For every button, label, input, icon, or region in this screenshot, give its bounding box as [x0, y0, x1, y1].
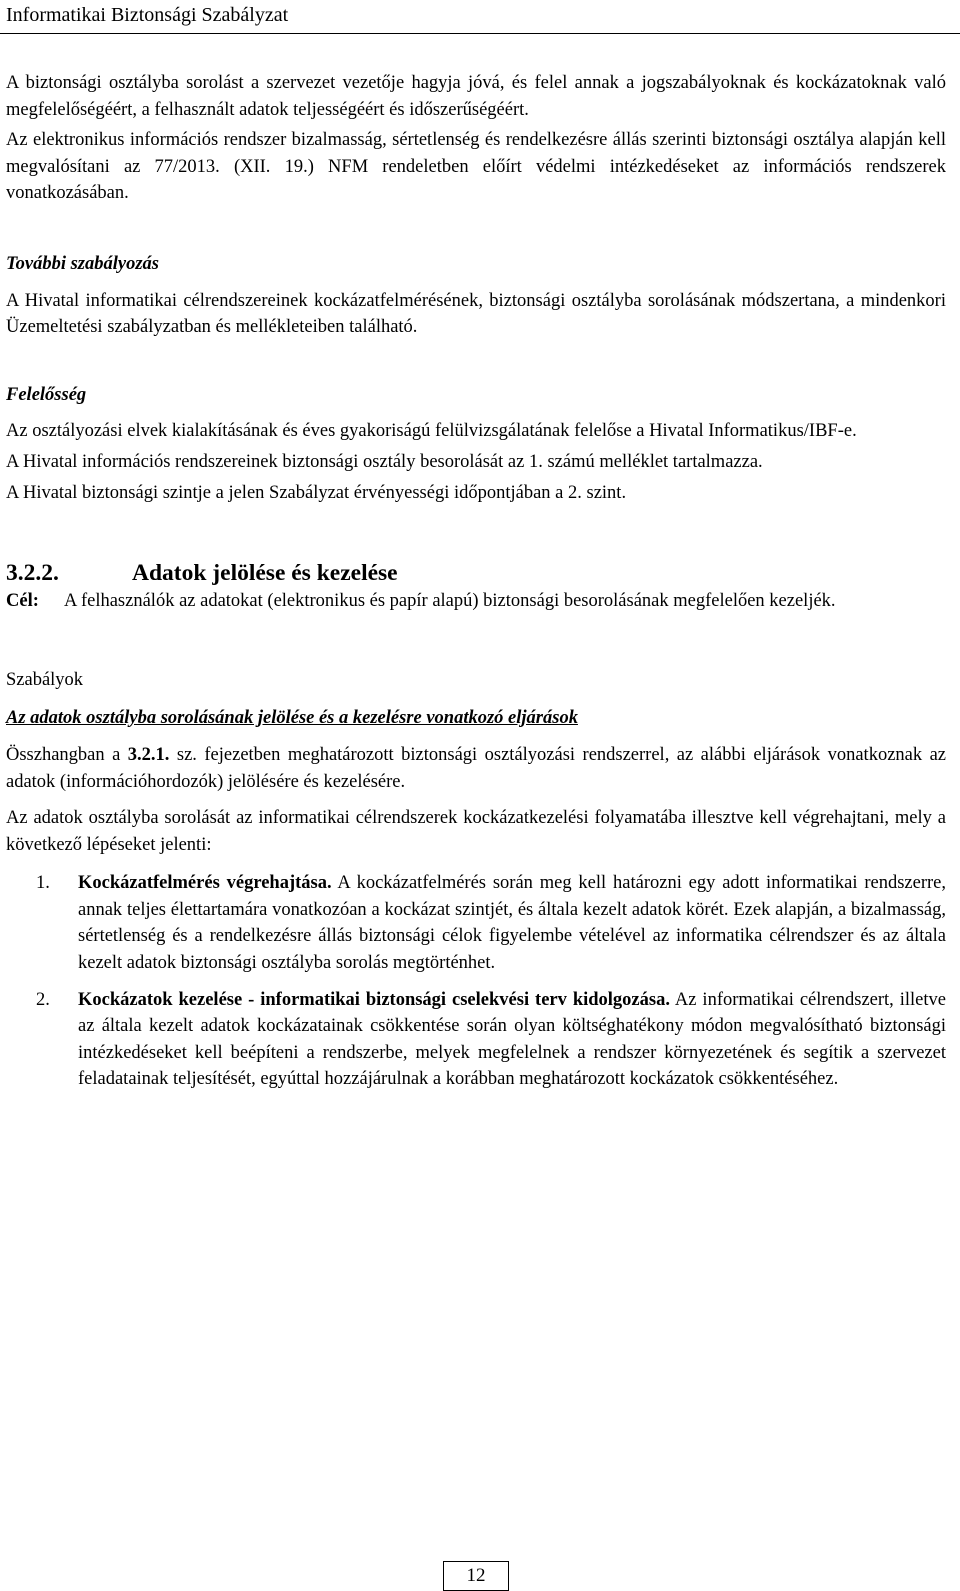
list-item-bold: Kockázatok kezelése - informatikai biztonsági cselekvési terv kidolgozása. — [78, 989, 670, 1010]
paragraph-process: Az adatok osztályba sorolását az informatikai célrendszerek kockázatkezelési folyamatába illesztve kell végrehajtani, mely a következő lépéseket jelenti: — [6, 808, 946, 855]
goal-label: Cél: — [6, 591, 39, 612]
paragraph-felelosseg-3: A Hivatal biztonsági szintje a jelen Szabályzat érvényességi időpontjában a 2. szint. — [6, 482, 627, 503]
list-item-text — [78, 870, 946, 976]
heading-szabalyok: Szabályok — [6, 669, 84, 690]
list-item-body: A kockázatfelmérés során meg kell határozni egy adott informatikai rendszerre, annak teljes élettartamára vonatkozóan a kockázat szintjét, és általa kezelt adatok körét. Ezek alapján, a bizalmasság, sértetlenség és a rendelkezésre állás biztonsági célok figyelembe vételével az informatika célrendszer és az általa kezelt adatok biztonsági osztályba sorolás megtörténhet. — [78, 873, 946, 974]
list-item-bold: Kockázatfelmérés végrehajtása. — [78, 873, 332, 894]
heading-felelosseg: Felelősség — [6, 384, 87, 405]
section-number: 3.2.2. — [6, 560, 59, 587]
paragraph-security-class: Az elektronikus információs rendszer bizalmasság, sértetlenség és rendelkezésre állás szerinti biztonsági osztálya alapján kell megvalósítani az 77/2013. (XII. 19.) NFM rendeletben előírt védelmi intézkedéseket az információs rendszerek vonatkozásában. — [6, 130, 946, 204]
list-item — [6, 987, 946, 1093]
steps-list — [6, 870, 946, 1093]
list-item-number: 2. — [36, 989, 50, 1010]
paragraph-tovabbi: A Hivatal informatikai célrendszereinek kockázatfelmérésének, biztonsági osztályba sorolásának módszertana, a mindenkori Üzemeltetési szabályzatban és mellékleteiben található. — [6, 290, 946, 338]
heading-tovabbi: További szabályozás — [6, 253, 159, 274]
section-title — [6, 558, 946, 588]
intro-reference: 3.2.1. — [127, 744, 170, 765]
header-rule — [0, 33, 960, 34]
paragraph-intro — [6, 742, 946, 795]
intro-text-before: Összhangban a — [6, 744, 128, 765]
intro-text-after: sz. fejezetben meghatározott biztonsági osztályozási rendszerrel, az alábbi eljárások vonatkoznak az adatok (információhordozók) jelölésére és kezelésére. — [6, 744, 947, 792]
goal-block — [6, 588, 946, 615]
paragraph-felelosseg-1: Az osztályozási elvek kialakításának és éves gyakoriságú felülvizsgálatának felelőse a Hivatal Informatikus/IBF-e. — [6, 421, 857, 442]
page-number-box — [443, 1561, 509, 1591]
running-header: Informatikai Biztonsági Szabályzat — [6, 4, 289, 26]
list-item — [6, 870, 946, 976]
page-content — [6, 70, 946, 1093]
section-title-text: Adatok jelölése és kezelése — [132, 560, 398, 587]
page-number: 12 — [466, 1565, 486, 1586]
subheading-eljarasok: Az adatok osztályba sorolásának jelölése és a kezelésre vonatkozó eljárások — [6, 708, 578, 729]
paragraph-approval: A biztonsági osztályba sorolást a szervezet vezetője hagyja jóvá, és felel annak a jogszabályoknak és kockázatoknak való megfelelőségéért, a felhasznált adatok teljességéért és időszerűségéért. — [6, 73, 946, 120]
goal-text: A felhasználók az adatokat (elektronikus és papír alapú) biztonsági besorolásának megfelelően kezeljék. — [64, 591, 836, 612]
paragraph-felelosseg-2: A Hivatal információs rendszereinek biztonsági osztály besorolását az 1. számú melléklet tartalmazza. — [6, 451, 763, 472]
list-item-body: Az informatikai célrendszert, illetve az általa kezelt adatok kockázatainak csökkentése során olyan költséghatékony módon megvalósítható biztonsági intézkedéseket kell beépíteni a rendszerbe, melyek megfelelnek a rendszer környezetének és segítik a szervezet feladatainak teljesítését, egyúttal hozzájárulnak a korábban meghatározott kockázatok csökkentéséhez. — [78, 989, 946, 1090]
list-item-text — [78, 987, 946, 1093]
list-item-number: 1. — [36, 873, 50, 894]
